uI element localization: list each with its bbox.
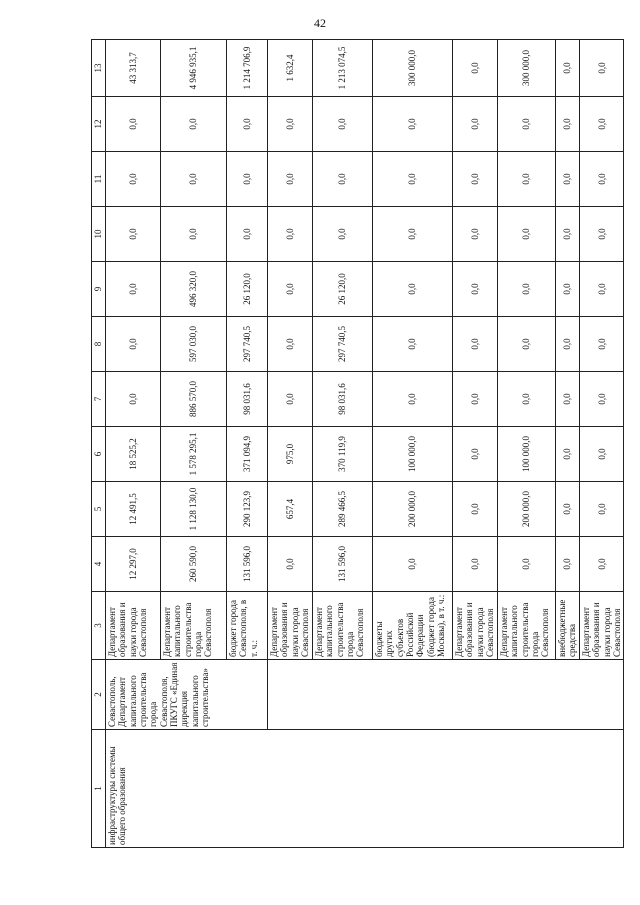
col-header: 3	[92, 592, 106, 660]
page-number: 42	[314, 16, 326, 30]
value-cell: 371 094,9	[227, 427, 268, 482]
value-cell: 0,0	[373, 317, 453, 372]
value-cell: 0,0	[580, 97, 624, 152]
source-cell: Департамент капитального строительства города Севастополя	[161, 592, 227, 660]
value-cell: 297 740,5	[313, 317, 373, 372]
value-cell: 0,0	[556, 372, 580, 427]
value-cell: 0,0	[580, 152, 624, 207]
source-cell: Департамент образования и науки города Севастополя	[106, 592, 161, 660]
value-cell: 0,0	[453, 152, 498, 207]
activity-cell: инфраструктуры системы общего образования	[106, 730, 624, 848]
source-cell: бюджет города Севастополя, в т. ч.:	[227, 592, 268, 660]
value-cell: 0,0	[268, 537, 313, 592]
col-header: 6	[92, 427, 106, 482]
value-cell: 0,0	[106, 97, 161, 152]
value-cell: 0,0	[268, 317, 313, 372]
value-cell: 0,0	[453, 317, 498, 372]
budget-table	[91, 39, 624, 848]
value-cell: 0,0	[453, 207, 498, 262]
value-cell: 289 466,5	[313, 482, 373, 537]
value-cell: 370 119,9	[313, 427, 373, 482]
value-cell: 0,0	[106, 372, 161, 427]
value-cell: 886 570,0	[161, 372, 227, 427]
value-cell: 0,0	[556, 482, 580, 537]
value-cell: 0,0	[373, 152, 453, 207]
col-header: 11	[92, 152, 106, 207]
value-cell: 496 320,0	[161, 262, 227, 317]
executor-cell-empty	[268, 660, 624, 730]
value-cell: 18 525,2	[106, 427, 161, 482]
value-cell: 0,0	[556, 262, 580, 317]
value-cell: 0,0	[498, 372, 556, 427]
value-cell: 0,0	[268, 97, 313, 152]
col-header: 13	[92, 40, 106, 97]
value-cell: 0,0	[453, 372, 498, 427]
value-cell: 0,0	[373, 537, 453, 592]
value-cell: 0,0	[313, 97, 373, 152]
value-cell: 0,0	[227, 207, 268, 262]
value-cell: 0,0	[556, 207, 580, 262]
value-cell: 1 578 295,1	[161, 427, 227, 482]
value-cell: 0,0	[580, 317, 624, 372]
value-cell: 0,0	[556, 537, 580, 592]
value-cell: 0,0	[453, 40, 498, 97]
value-cell: 300 000,0	[498, 40, 556, 97]
source-cell: Департамент капитального строительства города Севастополя	[313, 592, 373, 660]
source-cell: Департамент образования и науки города Севастополя	[580, 592, 624, 660]
value-cell: 0,0	[556, 40, 580, 97]
source-cell: Департамент образования и науки города Севастополя	[453, 592, 498, 660]
value-cell: 0,0	[453, 537, 498, 592]
value-cell: 0,0	[268, 207, 313, 262]
value-cell: 0,0	[580, 372, 624, 427]
value-cell: 290 123,9	[227, 482, 268, 537]
value-cell: 1 214 706,9	[227, 40, 268, 97]
value-cell: 0,0	[373, 207, 453, 262]
value-cell: 0,0	[268, 372, 313, 427]
value-cell: 12 491,5	[106, 482, 161, 537]
value-cell: 300 000,0	[373, 40, 453, 97]
rotated-table-area	[91, 40, 623, 848]
value-cell: 131 596,0	[227, 537, 268, 592]
value-cell: 0,0	[498, 262, 556, 317]
rotated-table	[91, 40, 623, 848]
value-cell: 0,0	[106, 207, 161, 262]
value-cell: 0,0	[313, 152, 373, 207]
value-cell: 98 031,6	[227, 372, 268, 427]
value-cell: 0,0	[161, 207, 227, 262]
value-cell: 0,0	[580, 207, 624, 262]
value-cell: 0,0	[498, 317, 556, 372]
col-header: 9	[92, 262, 106, 317]
value-cell: 0,0	[268, 262, 313, 317]
value-cell: 0,0	[453, 427, 498, 482]
value-cell: 100 000,0	[373, 427, 453, 482]
value-cell: 0,0	[556, 97, 580, 152]
value-cell: 0,0	[580, 427, 624, 482]
value-cell: 0,0	[161, 152, 227, 207]
value-cell: 0,0	[106, 262, 161, 317]
value-cell: 0,0	[227, 152, 268, 207]
source-cell: внебюджетные средства	[556, 592, 580, 660]
value-cell: 1 213 074,5	[313, 40, 373, 97]
col-header: 7	[92, 372, 106, 427]
value-cell: 0,0	[556, 427, 580, 482]
value-cell: 975,0	[268, 427, 313, 482]
value-cell: 26 120,0	[313, 262, 373, 317]
col-header: 1	[92, 730, 106, 848]
value-cell: 0,0	[106, 152, 161, 207]
value-cell: 98 031,6	[313, 372, 373, 427]
value-cell: 100 000,0	[498, 427, 556, 482]
value-cell: 0,0	[580, 40, 624, 97]
col-header: 5	[92, 482, 106, 537]
value-cell: 0,0	[373, 372, 453, 427]
value-cell: 26 120,0	[227, 262, 268, 317]
value-cell: 0,0	[373, 262, 453, 317]
value-cell: 597 030,0	[161, 317, 227, 372]
col-header: 8	[92, 317, 106, 372]
col-header: 4	[92, 537, 106, 592]
value-cell: 0,0	[580, 482, 624, 537]
value-cell: 297 740,5	[227, 317, 268, 372]
value-cell: 0,0	[453, 97, 498, 152]
executor-cell: Севастополь, Департамент капитального строительства города Севастополя, ПКУГС «Единая дирекция капитального строительства»	[106, 660, 268, 730]
value-cell: 0,0	[580, 262, 624, 317]
value-cell: 657,4	[268, 482, 313, 537]
value-cell: 200 000,0	[373, 482, 453, 537]
value-cell: 200 000,0	[498, 482, 556, 537]
col-header: 12	[92, 97, 106, 152]
value-cell: 0,0	[453, 262, 498, 317]
source-cell: бюджеты других субъектов Российской Федерации (бюджет города Москвы), в т. ч.:	[373, 592, 453, 660]
col-header: 2	[92, 660, 106, 730]
col-header: 10	[92, 207, 106, 262]
value-cell: 0,0	[313, 207, 373, 262]
source-cell: Департамент образования и науки города Севастополя	[268, 592, 313, 660]
source-cell: Департамент капитального строительства города Севастополя	[498, 592, 556, 660]
value-cell: 0,0	[453, 482, 498, 537]
header-row	[92, 40, 106, 848]
value-cell: 131 596,0	[313, 537, 373, 592]
value-cell: 0,0	[556, 317, 580, 372]
table-row	[268, 40, 313, 848]
value-cell: 4 946 935,1	[161, 40, 227, 97]
value-cell: 0,0	[373, 97, 453, 152]
value-cell: 0,0	[556, 152, 580, 207]
value-cell: 0,0	[227, 97, 268, 152]
value-cell: 0,0	[498, 152, 556, 207]
value-cell: 260 590,0	[161, 537, 227, 592]
table-row	[106, 40, 161, 848]
value-cell: 0,0	[498, 537, 556, 592]
value-cell: 12 297,0	[106, 537, 161, 592]
value-cell: 43 313,7	[106, 40, 161, 97]
value-cell: 1 632,4	[268, 40, 313, 97]
value-cell: 0,0	[498, 97, 556, 152]
value-cell: 0,0	[106, 317, 161, 372]
value-cell: 0,0	[161, 97, 227, 152]
value-cell: 1 128 130,0	[161, 482, 227, 537]
value-cell: 0,0	[498, 207, 556, 262]
value-cell: 0,0	[268, 152, 313, 207]
value-cell: 0,0	[580, 537, 624, 592]
